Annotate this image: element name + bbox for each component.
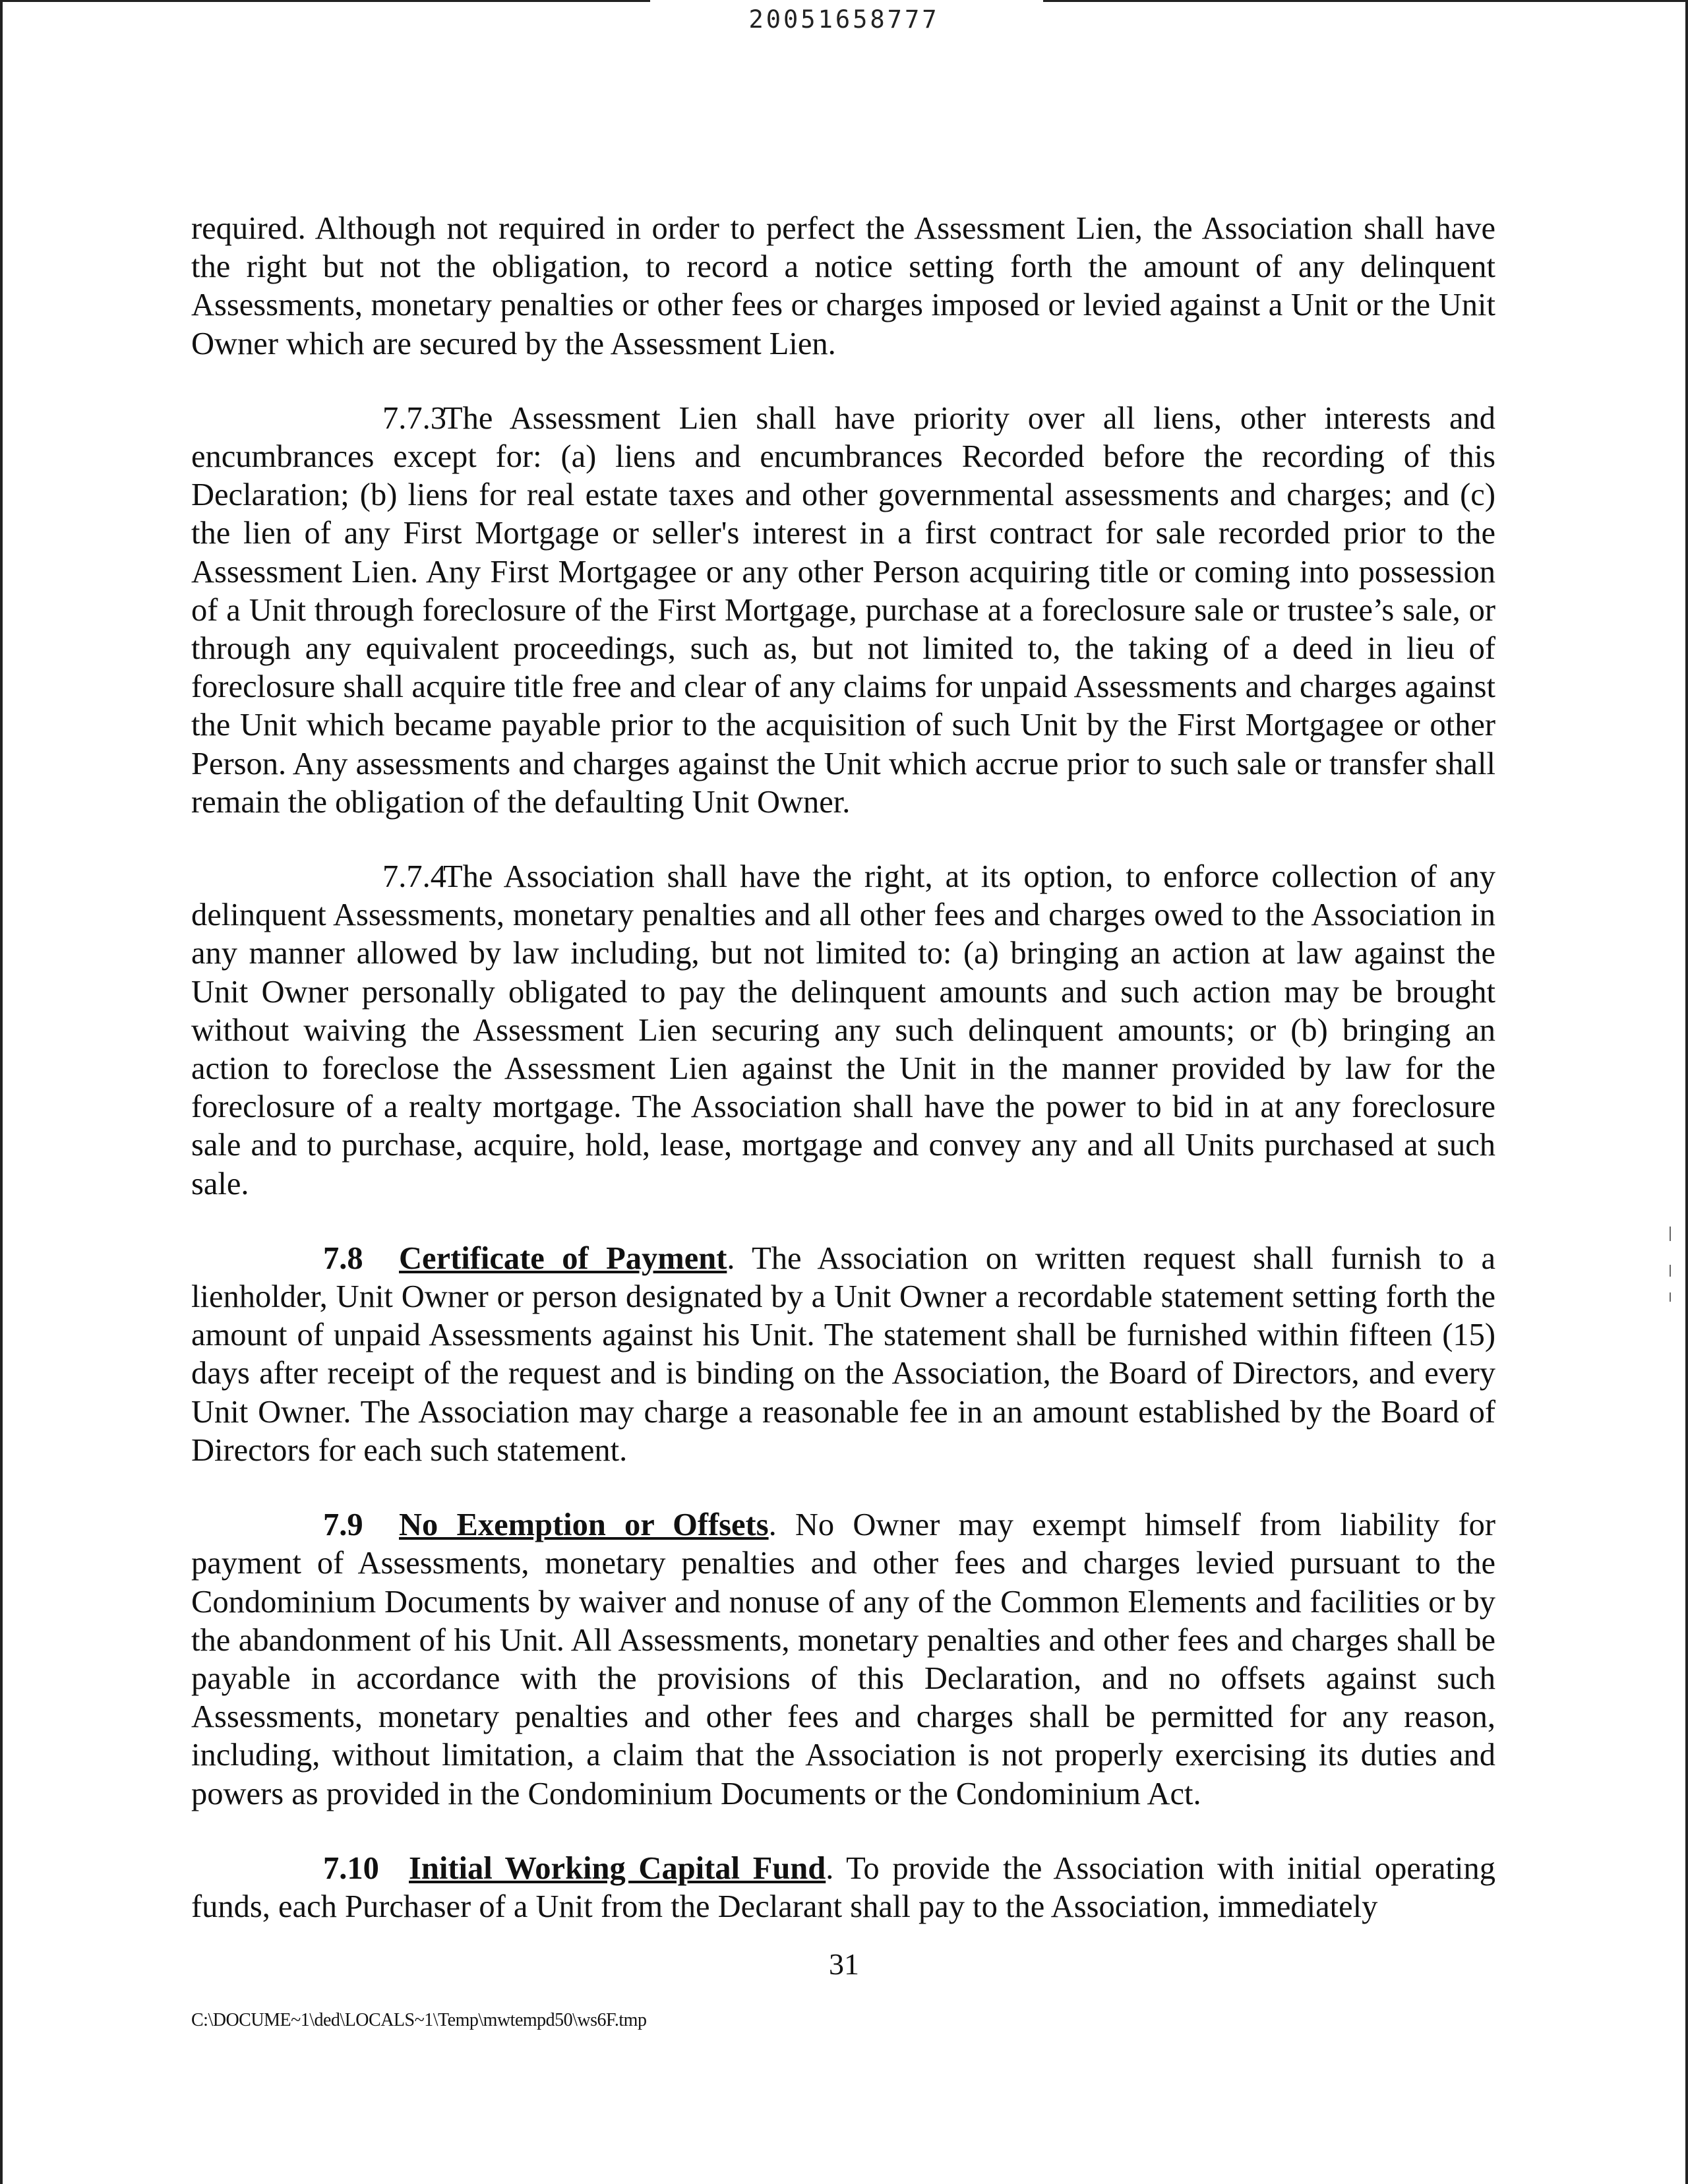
section-7-7-3 <box>191 400 1495 822</box>
top-scan-rule-right <box>1043 0 1688 2</box>
right-scan-border <box>1685 0 1688 2184</box>
section-text: The Association shall have the right, at its option, to enforce collection of any delinquent Assessments, monetary penalties and all other fees and charges owed to the Association in any manner allowed by law including, but not limited to: (a) bringing an action at law against the Unit Owner personally obligated to pay the delinquent amounts and such action may be brought without waiving the Assessment Lien securing any such delinquent amounts; or (b) bringing an action to foreclose the Assessment Lien against the Unit in the manner provided by law for the foreclosure of a realty mortgage. The Association shall have the power to bid in at any foreclosure sale and to purchase, acquire, hold, lease, mortgage and convey any and all Units purchased at such sale. <box>191 859 1495 1201</box>
scan-speck <box>1670 1227 1671 1241</box>
section-text: . No Owner may exempt himself from liability for payment of Assessments, monetary penalties and other fees and charges levied pursuant to the Condominium Documents by waiver and nonuse of any of the Common Elements and facilities or by the abandonment of his Unit. All Assessments, monetary penalties and other fees and charges shall be payable in accordance with the provisions of this Declaration, and no offsets against such Assessments, monetary penalties and other fees and charges shall be permitted for any reason, including, without limitation, a claim that the Association is not properly exercising its duties and powers as provided in the Condominium Documents or the Condominium Act. <box>191 1507 1495 1811</box>
section-number: 7.10 <box>323 1850 379 1886</box>
section-7-10 <box>191 1850 1495 1926</box>
left-scan-border <box>0 0 3 2184</box>
document-body <box>191 210 1495 1926</box>
section-7-9 <box>191 1506 1495 1813</box>
section-number: 7.7.3 <box>382 400 446 436</box>
section-text: . The Association on written request shall furnish to a lienholder, Unit Owner or person designated by a Unit Owner a recordable statement setting forth the amount of unpaid Assessments against his Unit. The statement shall be furnished within fifteen (15) days after receipt of the request and is binding on the Association, the Board of Directors, and every Unit Owner. The Association may charge a reasonable fee in an amount established by the Board of Directors for each such statement. <box>191 1240 1495 1468</box>
section-text: . To provide the Association with initial operating funds, each Purchaser of a Unit from the Declarant shall pay to the Association, immediately <box>191 1850 1495 1924</box>
section-number: 7.8 <box>323 1240 363 1276</box>
section-7-8 <box>191 1240 1495 1470</box>
file-path-footer: C:\DOCUME~1\ded\LOCALS~1\Temp\mwtempd50\ws6F.tmp <box>191 2010 647 2030</box>
section-number: 7.9 <box>323 1507 363 1543</box>
section-heading: No Exemption or Offsets <box>399 1507 769 1543</box>
document-number: 20051658777 <box>748 5 940 34</box>
section-heading: Certificate of Payment <box>399 1240 727 1276</box>
section-number: 7.7.4 <box>382 859 446 895</box>
section-heading: Initial Working Capital Fund <box>409 1850 826 1886</box>
section-7-7-4 <box>191 858 1495 1203</box>
section-text: The Assessment Lien shall have priority over all liens, other interests and encumbrances except for: (a) liens and encumbrances Recorded before the recording of this Declaration; (b) liens for real estate taxes and other governmental assessments and charges; and (c) the lien of any First Mortgage or seller's interest in a first contract for sale recorded prior to the Assessment Lien. Any First Mortgagee or any other Person acquiring title or coming into possession of a Unit through foreclosure of the First Mortgage, purchase at a foreclosure sale or trustee’s sale, or through any equivalent proceedings, such as, but not limited to, the taking of a deed in lieu of foreclosure shall acquire title free and clear of any claims for unpaid Assessments and charges against the Unit which became payable prior to the acquisition of such Unit by the First Mortgagee or other Person. Any assessments and charges against the Unit which accrue prior to such sale or transfer shall remain the obligation of the defaulting Unit Owner. <box>191 400 1495 820</box>
page-number: 31 <box>829 1947 859 1981</box>
paragraph-continuation: required. Although not required in order to perfect the Assessment Lien, the Association shall have the right but not the obligation, to record a notice setting forth the amount of any delinquent Assessments, monetary penalties or other fees or charges imposed or levied against a Unit or the Unit Owner which are secured by the Assessment Lien. <box>191 211 1495 361</box>
scan-speck <box>1670 1292 1671 1302</box>
top-scan-rule-left <box>0 0 650 2</box>
scan-speck <box>1670 1265 1671 1277</box>
